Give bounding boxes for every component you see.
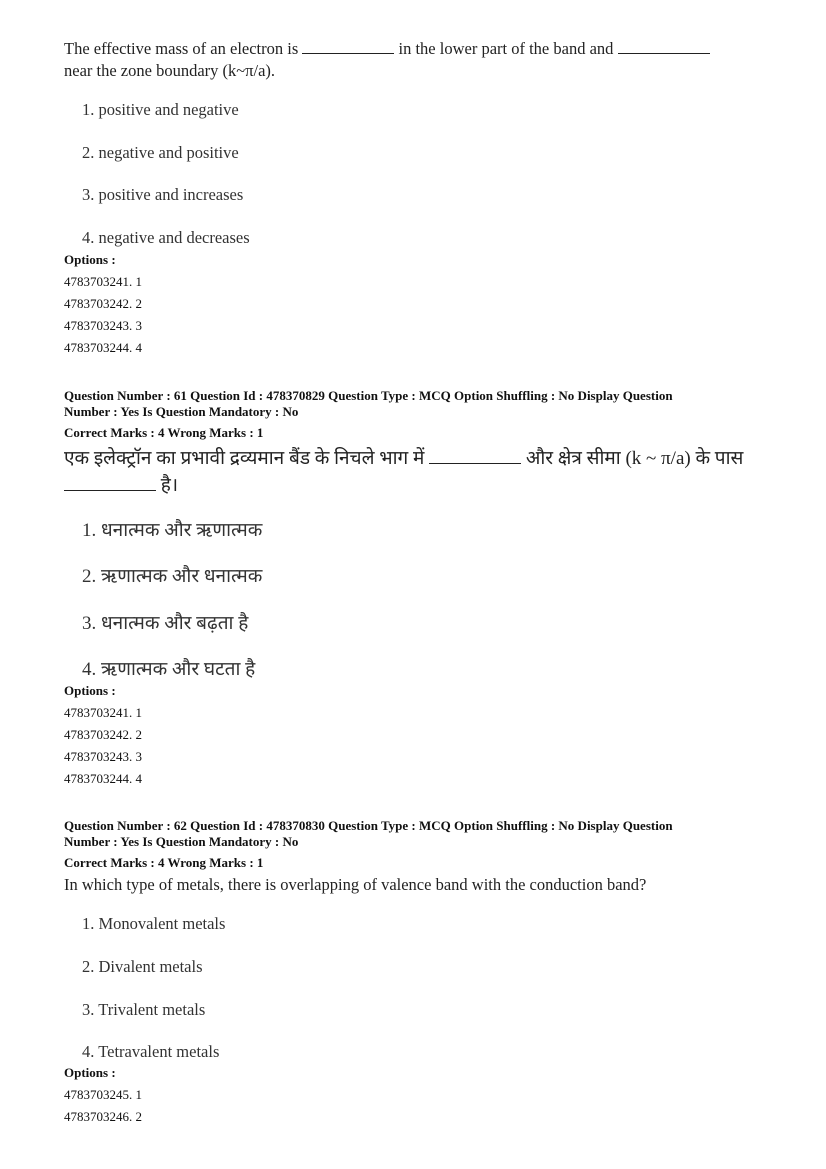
choice-item: 1. Monovalent metals <box>82 914 226 933</box>
question-text-part: है। <box>160 475 179 496</box>
option-id: 4783703245. 1 <box>64 1087 142 1102</box>
option-id: 4783703243. 3 <box>64 318 142 333</box>
choice-item: 2. ऋणात्मक और धनात्मक <box>82 566 263 587</box>
choice-item: 4. negative and decreases <box>82 228 250 247</box>
option-id: 4783703244. 4 <box>64 771 142 786</box>
options-label: Options : <box>64 252 116 267</box>
choice-item: 4. Tetravalent metals <box>82 1042 220 1061</box>
choice-item: 2. Divalent metals <box>82 957 203 976</box>
choice-item: 3. positive and increases <box>82 185 244 204</box>
question-62-meta <box>64 818 774 850</box>
option-id: 4783703244. 4 <box>64 340 142 355</box>
choice-item: 2. negative and positive <box>82 143 239 162</box>
answer-blank <box>429 449 521 464</box>
question-meta-line: Number : Yes Is Question Mandatory : No <box>64 404 299 419</box>
answer-blank <box>64 476 156 491</box>
question-meta-line: Question Number : 61 Question Id : 478370829 Question Type : MCQ Option Shuffling : No Display Question <box>64 388 673 403</box>
question-text-part: near the zone boundary (k~π/a). <box>64 61 276 80</box>
option-id: 4783703243. 3 <box>64 749 142 764</box>
question-text-part: और क्षेत्र सीमा (k ~ π/a) के पास <box>525 448 744 469</box>
question-meta-line: Question Number : 62 Question Id : 478370830 Question Type : MCQ Option Shuffling : No Display Question <box>64 818 673 833</box>
option-id: 4783703242. 2 <box>64 296 142 311</box>
question-61-meta <box>64 388 774 420</box>
question-60-text <box>64 38 774 82</box>
question-62-text: In which type of metals, there is overlapping of valence band with the conduction band? <box>64 875 647 894</box>
choice-item: 1. positive and negative <box>82 100 239 119</box>
options-label: Options : <box>64 683 116 698</box>
answer-blank <box>618 39 710 54</box>
answer-blank <box>302 39 394 54</box>
question-text-part: एक इलेक्ट्रॉन का प्रभावी द्रव्यमान बैंड के निचले भाग में <box>64 448 425 469</box>
marks-line: Correct Marks : 4 Wrong Marks : 1 <box>64 425 264 440</box>
option-id: 4783703242. 2 <box>64 727 142 742</box>
option-id: 4783703241. 1 <box>64 705 142 720</box>
option-id: 4783703241. 1 <box>64 274 142 289</box>
question-text-part: The effective mass of an electron is <box>64 39 299 58</box>
options-label: Options : <box>64 1065 116 1080</box>
choice-item: 3. धनात्मक और बढ़ता है <box>82 613 249 634</box>
option-id: 4783703246. 2 <box>64 1109 142 1124</box>
question-meta-line: Number : Yes Is Question Mandatory : No <box>64 834 299 849</box>
choice-item: 4. ऋणात्मक और घटता है <box>82 659 256 680</box>
marks-line: Correct Marks : 4 Wrong Marks : 1 <box>64 855 264 870</box>
question-61-text <box>64 445 774 499</box>
choice-item: 3. Trivalent metals <box>82 1000 206 1019</box>
question-text-part: in the lower part of the band and <box>398 39 614 58</box>
choice-item: 1. धनात्मक और ऋणात्मक <box>82 520 263 541</box>
